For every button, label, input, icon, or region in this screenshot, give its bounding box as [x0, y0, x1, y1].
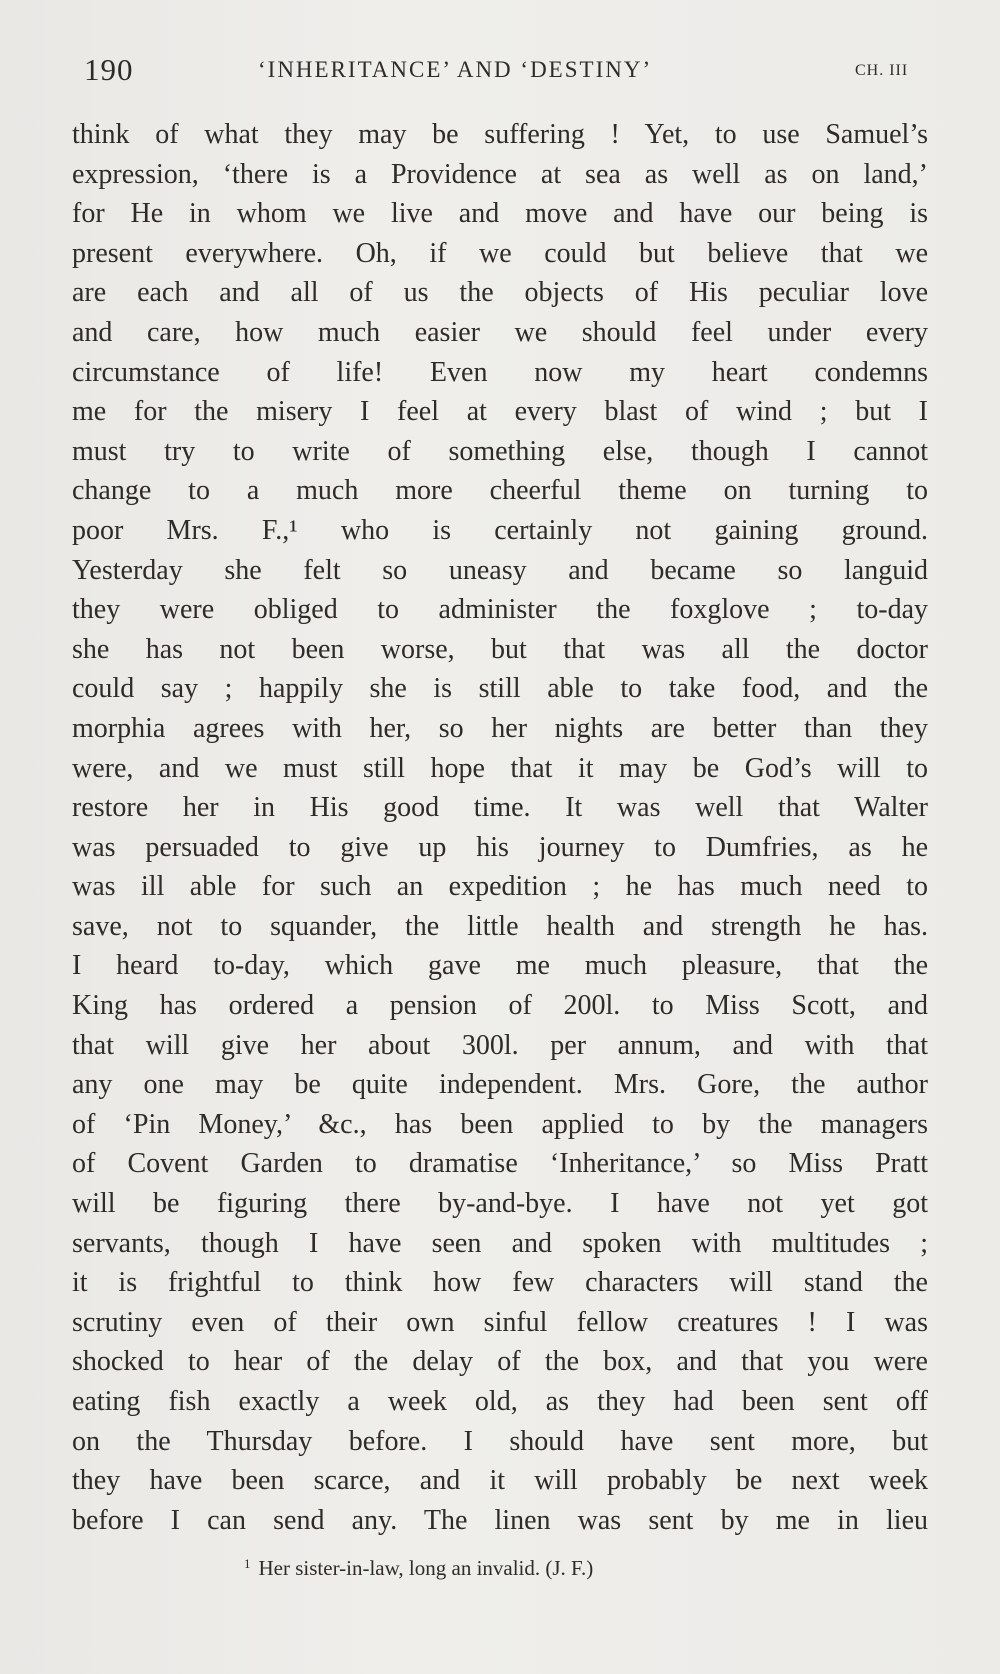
text-line: present everywhere. Oh, if we could but believe that we: [72, 237, 928, 269]
page-number: 190: [84, 52, 134, 87]
text-line: of ‘Pin Money,’ &c., has been applied to by the managers: [72, 1108, 928, 1140]
text-line: change to a much more cheerful theme on turning to: [72, 475, 928, 507]
text-line: could say ; happily she is still able to take food, and the: [72, 673, 928, 705]
text-line: they were obliged to administer the foxglove ; to-day: [72, 594, 928, 626]
text-line: and care, how much easier we should feel under every: [72, 316, 928, 348]
text-line: poor Mrs. F.,¹ who is certainly not gaining ground.: [72, 514, 928, 546]
text-line: King has ordered a pension of 200l. to Miss Scott, and: [72, 990, 928, 1022]
footnote-text: Her sister-in-law, long an invalid. (J. F.): [258, 1556, 594, 1580]
text-line: think of what they may be suffering ! Yet, to use Samuel’s: [72, 119, 928, 150]
text-line: scrutiny even of their own sinful fellow creatures ! I was: [72, 1306, 928, 1338]
text-line: was ill able for such an expedition ; he has much need to: [72, 871, 928, 903]
text-line: any one may be quite independent. Mrs. Gore, the author: [72, 1069, 928, 1101]
text-line: was persuaded to give up his journey to Dumfries, as he: [72, 831, 928, 863]
text-line: must try to write of something else, though I cannot: [72, 435, 928, 467]
text-line: on the Thursday before. I should have sent more, but: [72, 1425, 928, 1457]
text-line: I heard to-day, which gave me much pleasure, that the: [72, 950, 928, 982]
body-text: [72, 115, 928, 1540]
text-line: shocked to hear of the delay of the box, and that you were: [72, 1346, 928, 1378]
text-line: of Covent Garden to dramatise ‘Inheritance,’ so Miss Pratt: [72, 1148, 928, 1180]
text-line: she has not been worse, but that was all the doctor: [72, 633, 928, 665]
text-line: restore her in His good time. It was well that Walter: [72, 792, 928, 824]
text-line: they have been scarce, and it will probably be next week: [72, 1465, 928, 1497]
text-line: for He in whom we live and move and have our being is: [72, 198, 928, 230]
text-line: morphia agrees with her, so her nights are better than they: [72, 712, 928, 744]
text-line: eating fish exactly a week old, as they had been sent off: [72, 1386, 928, 1417]
text-line: Yesterday she felt so uneasy and became so languid: [72, 554, 928, 586]
text-line: that will give her about 300l. per annum, and with that: [72, 1029, 928, 1061]
text-line: before I can send any. The linen was sent by me in lieu: [72, 1504, 928, 1536]
footnote-marker: 1: [244, 1556, 251, 1571]
text-line: me for the misery I feel at every blast of wind ; but I: [72, 396, 928, 428]
text-line: are each and all of us the objects of His peculiar love: [72, 277, 928, 309]
chapter-label: CH. III: [855, 62, 909, 79]
running-head: [0, 50, 1000, 90]
text-line: it is frightful to think how few characters will stand the: [72, 1267, 928, 1299]
text-line: were, and we must still hope that it may be God’s will to: [72, 752, 928, 784]
text-line: servants, though I have seen and spoken with multitudes ;: [72, 1227, 928, 1259]
running-title: ‘INHERITANCE’ AND ‘DESTINY’: [258, 57, 653, 82]
footnote: [244, 1556, 593, 1581]
text-line: circumstance of life! Even now my heart condemns: [72, 356, 928, 388]
text-line: save, not to squander, the little health and strength he has.: [72, 910, 928, 942]
text-line: expression, ‘there is a Providence at sea as well as on land,’: [72, 158, 928, 190]
text-line: will be figuring there by-and-bye. I have not yet got: [72, 1188, 928, 1220]
